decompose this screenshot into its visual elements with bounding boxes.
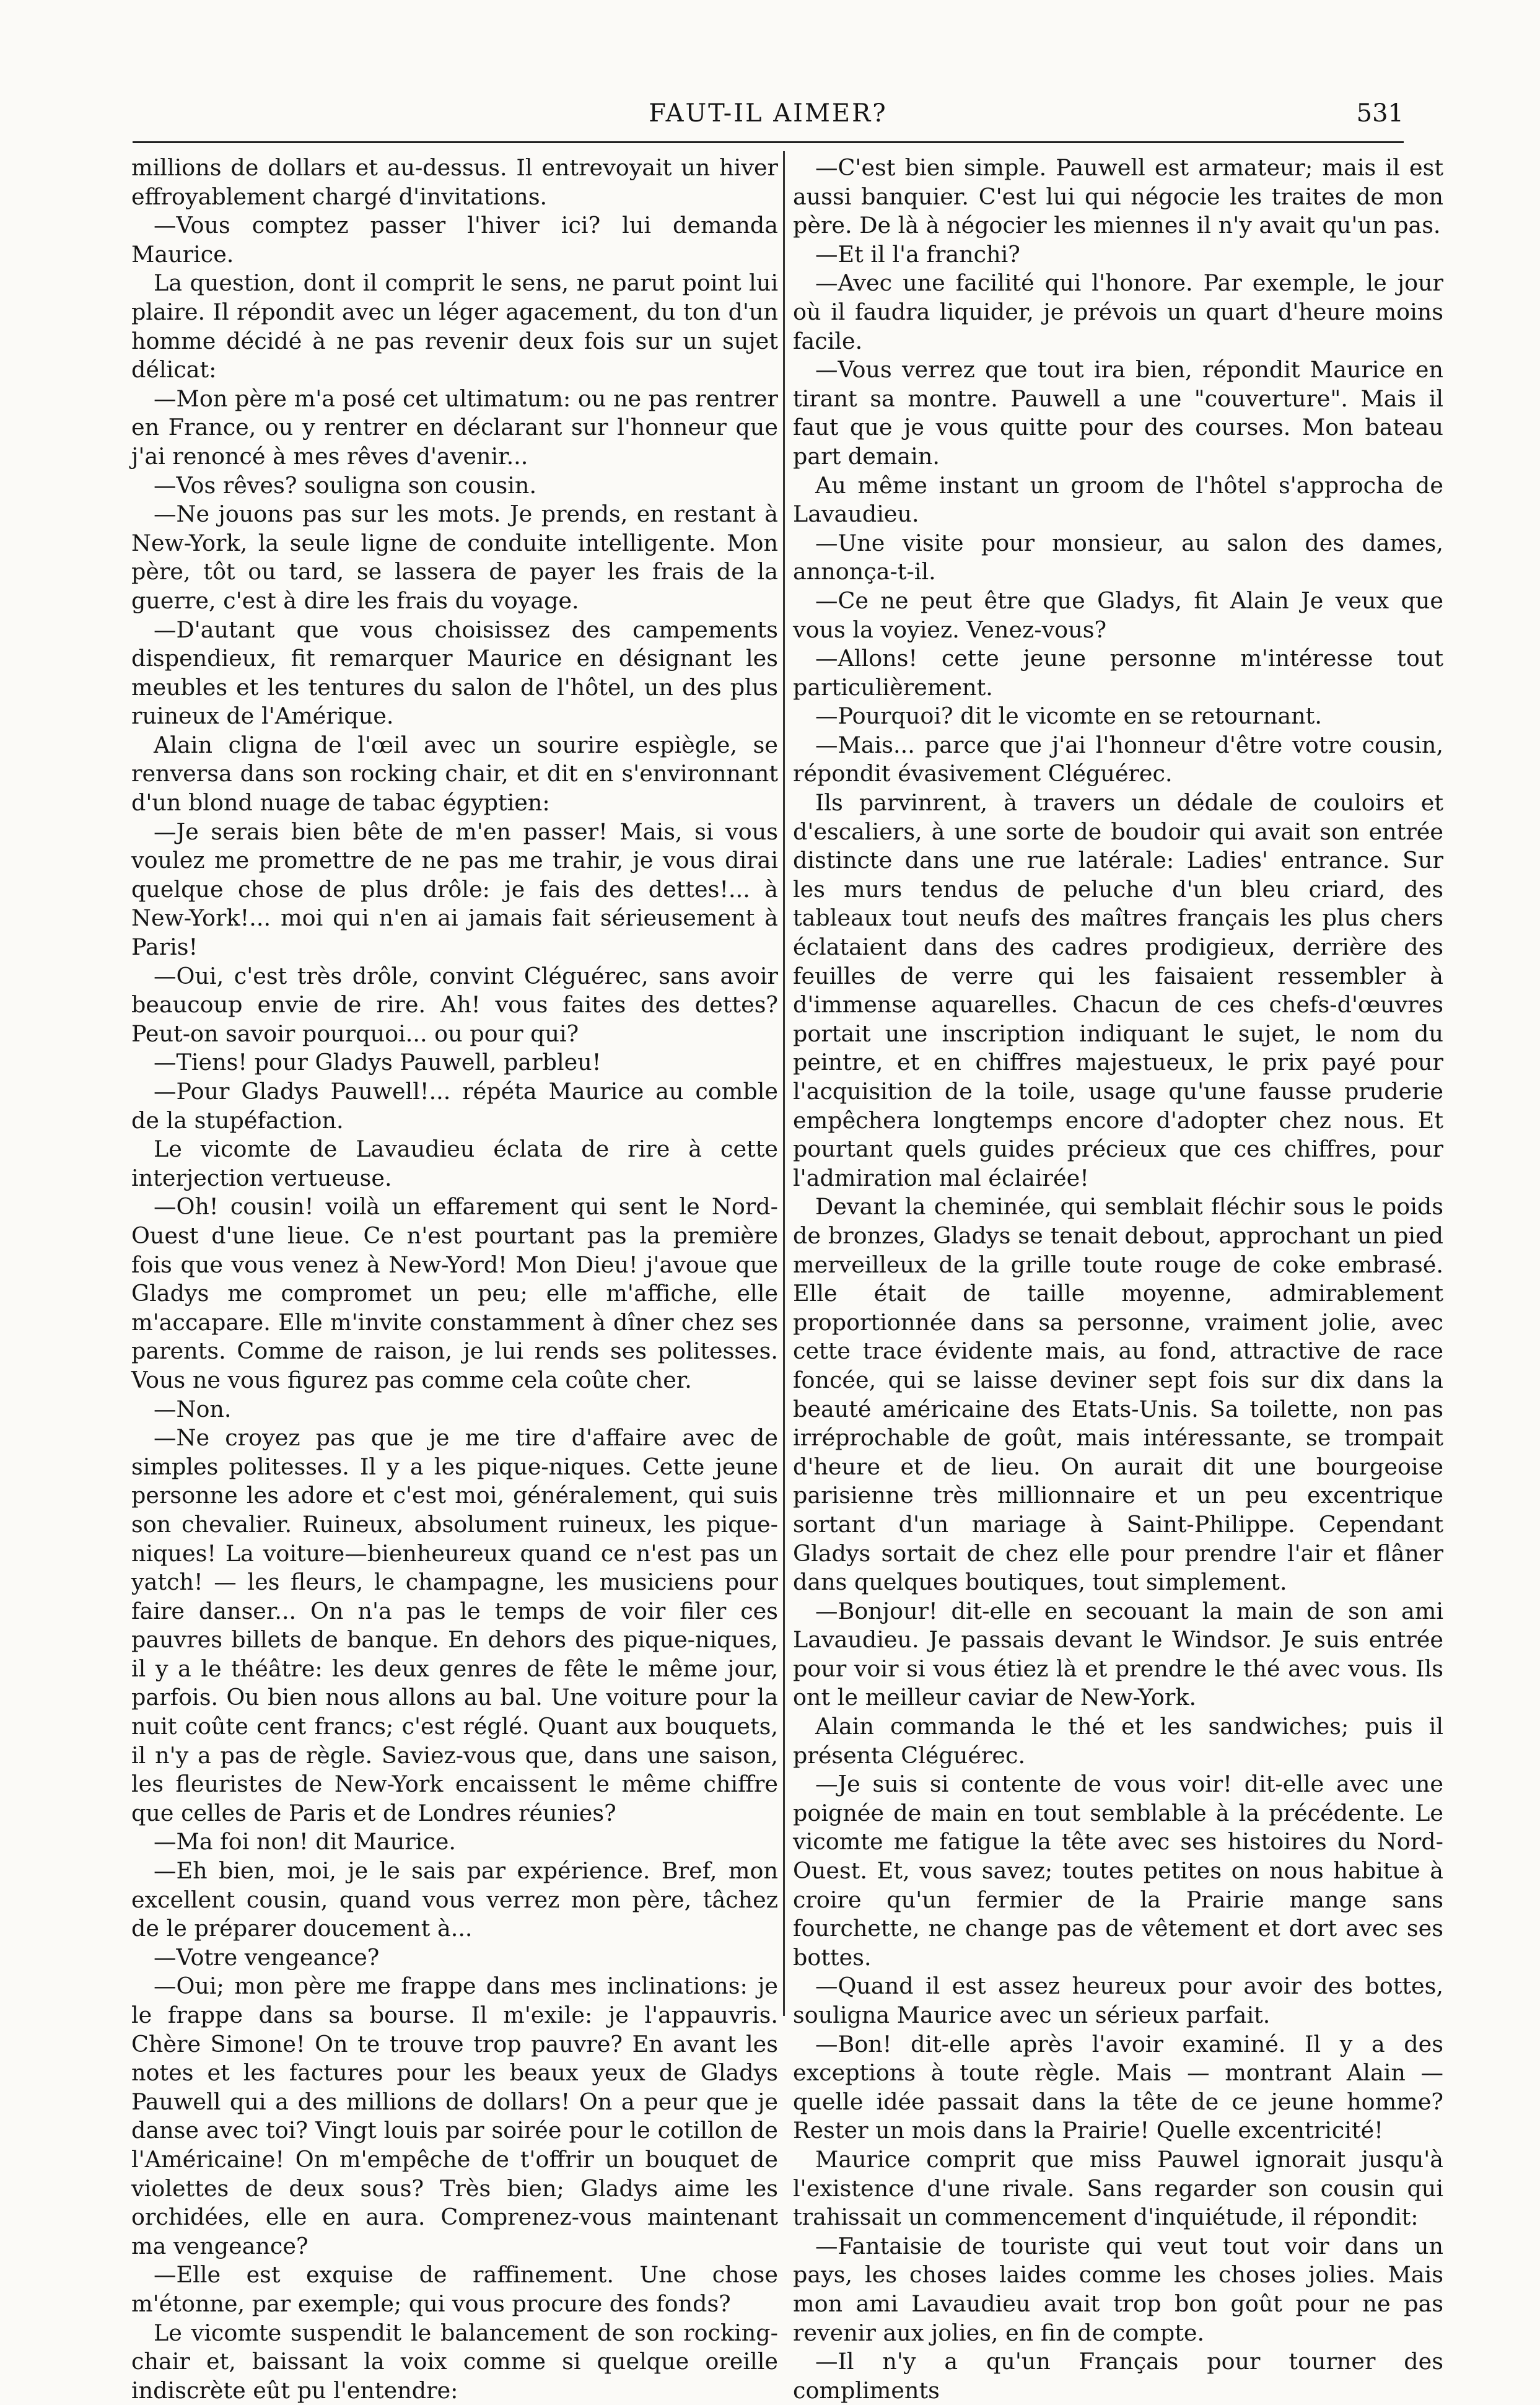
paragraph: —Oui; mon père me frappe dans mes inclinations: je le frappe dans sa bourse. Il m'exile: je l'appauvris. Chère Simone! On te trouve trop pauvre? En avant les notes et les factures pour les beaux yeux de Gladys Pauwell qui a des millions de dollars! On a peur que je danse avec toi? Vingt louis par soirée pour le cotillon de l'Américaine! On m'empêche de t'offrir un bouquet de violettes de deux sous? Très bien; Gladys aime les orchidées, elle en aura. Comprenez-vous maintenant ma vengeance? [131,1973,778,2259]
paragraph: —D'autant que vous choisissez des campements dispendieux, fit remarquer Maurice en désignant les meubles et les tentures du salon de l'hôtel, un des plus ruineux de l'Amérique. [131,616,778,730]
paragraph: —Bonjour! dit-elle en secouant la main de son ami Lavaudieu. Je passais devant le Windsor. Je suis entrée pour voir si vous étiez là et prendre le thé avec vous. Ils ont le meilleur caviar de New-York. [793,1597,1443,1711]
paragraph: —Fantaisie de touriste qui veut tout voir dans un pays, les choses laides comme les choses jolies. Mais mon ami Lavaudieu avait trop bon goût pour ne pas revenir aux jolies, en fin de compte. [793,2232,1443,2346]
paragraph: —Allons! cette jeune personne m'intéresse tout particulièrement. [793,645,1443,701]
paragraph: —Mon père m'a posé cet ultimatum: ou ne pas rentrer en France, ou y rentrer en déclarant sur l'honneur que j'ai renoncé à mes rêves d'avenir... [131,385,778,470]
paragraph: La question, dont il comprit le sens, ne parut point lui plaire. Il répondit avec un léger agacement, du ton d'un homme décidé à ne pas revenir deux fois sur un sujet délicat: [131,269,778,383]
paragraph: Le vicomte suspendit le balancement de son rocking-chair et, baissant la voix comme si quelque oreille indiscrète eût pu l'entendre: [131,2319,778,2404]
page-number: 531 [1356,99,1404,128]
paragraph: —Non. [154,1395,232,1422]
paragraph: —Quand il est assez heureux pour avoir des bottes, souligna Maurice avec un sérieux parfait. [793,1973,1443,2028]
paragraph: Au même instant un groom de l'hôtel s'approcha de Lavaudieu. [793,471,1443,528]
paragraph: millions de dollars et au-dessus. Il entrevoyait un hiver effroyablement chargé d'invitations. [131,154,778,210]
paragraph: Devant la cheminée, qui semblait fléchir sous le poids de bronzes, Gladys se tenait debout, approchant un pied merveilleux de la grille toute rouge de coke embrasé. Elle était de taille moyenne, admirablement proportionnée dans sa personne, vraiment jolie, avec cette trace évidente mais, au fond, attractive de race foncée, qui se laisse deviner sept fois sur dix dans la beauté américaine des Etats-Unis. Sa toilette, non pas irréprochable de goût, mais intéressante, se trompait d'heure et de lieu. On aurait dit une bourgeoise parisienne très millionnaire et un peu excentrique sortant d'un mariage à Saint-Philippe. Cependant Gladys sortait de chez elle pour prendre l'air et flâner dans quelques boutiques, tout simplement. [793,1193,1443,1596]
paragraph: —Ce ne peut être que Gladys, fit Alain Je veux que vous la voyiez. Venez-vous? [793,587,1443,643]
paragraph: Alain commanda le thé et les sandwiches; puis il présenta Cléguérec. [793,1713,1443,1769]
paragraph: —Eh bien, moi, je le sais par expérience. Bref, mon excellent cousin, quand vous verrez mon père, tâchez de le préparer doucement à... [131,1857,778,1942]
paragraph: —Ne jouons pas sur les mots. Je prends, en restant à New-York, la seule ligne de conduite intelligente. Mon père, tôt ou tard, se lassera de payer les frais de la guerre, c'est à dire les frais du voyage. [131,501,778,614]
header-rule [133,141,1404,143]
left-column [131,154,778,2404]
paragraph: Alain cligna de l'œil avec un sourire espiègle, se renversa dans son rocking chair, et dit en s'environnant d'un blond nuage de tabac égyptien: [131,731,778,817]
running-header [133,99,1404,136]
paragraph: —Une visite pour monsieur, au salon des dames, annonça-t-il. [793,529,1443,585]
paragraph: —Tiens! pour Gladys Pauwell, parbleu! [154,1049,602,1076]
paragraph: —Ma foi non! dit Maurice. [154,1828,456,1855]
paragraph: —Vous verrez que tout ira bien, répondit Maurice en tirant sa montre. Pauwell a une "couverture". Mais il faut que je vous quitte pour des courses. Mon bateau part demain. [793,356,1443,470]
paragraph: —Mais... parce que j'ai l'honneur d'être votre cousin, répondit évasivement Cléguérec. [793,731,1443,787]
paragraph: Maurice comprit que miss Pauwel ignorait jusqu'à l'existence d'une rivale. Sans regarder son cousin qui trahissait un commencement d'inquiétude, il répondit: [793,2145,1443,2231]
paragraph: —Pourquoi? dit le vicomte en se retournant. [815,703,1322,730]
paragraph: —Je serais bien bête de m'en passer! Mais, si vous voulez me promettre de ne pas me trahir, je vous dirai quelque chose de plus drôle: je fais des dettes!... à New-York!... moi qui n'en ai jamais fait sérieusement à Paris! [131,818,778,961]
paragraph: —Vous comptez passer l'hiver ici? lui demanda Maurice. [131,212,778,268]
paragraph: —Pour Gladys Pauwell!... répéta Maurice au comble de la stupéfaction. [131,1078,778,1134]
column-divider [783,151,785,2016]
paragraph: Le vicomte de Lavaudieu éclata de rire à cette interjection vertueuse. [131,1136,778,1191]
paragraph: —Oui, c'est très drôle, convint Cléguérec, sans avoir beaucoup envie de rire. Ah! vous faites des dettes? Peut-on savoir pourquoi... ou pour qui? [131,962,778,1047]
paragraph: —Oh! cousin! voilà un effarement qui sent le Nord-Ouest d'une lieue. Ce n'est pourtant pas la première fois que vous venez à New-Yord! Mon Dieu! j'avoue que Gladys me compromet un peu; elle m'affiche, elle m'accapare. Elle m'invite constamment à dîner chez ses parents. Comme de raison, je lui rends ses politesses. Vous ne vous figurez pas comme cela coûte cher. [131,1193,778,1393]
paragraph: —Il n'y a qu'un Français pour tourner des compliments [793,2348,1443,2404]
paragraph: —Elle est exquise de raffinement. Une chose m'étonne, par exemple; qui vous procure des fonds? [131,2261,778,2317]
paragraph: —Je suis si contente de vous voir! dit-elle avec une poignée de main en tout semblable à la précédente. Le vicomte me fatigue la tête avec ses histoires du Nord-Ouest. Et, vous savez; toutes petites on nous habitue à croire qu'un fermier de la Prairie mange sans fourchette, ne change pas de vêtement et dort avec ses bottes. [793,1771,1443,1971]
right-column [793,154,1443,2404]
paragraph: —C'est bien simple. Pauwell est armateur; mais il est aussi banquier. C'est lui qui négocie les traites de mon père. De là à négocier les miennes il n'y avait qu'un pas. [793,154,1443,239]
paragraph: —Vos rêves? souligna son cousin. [154,471,537,499]
paragraph: Ils parvinrent, à travers un dédale de couloirs et d'escaliers, à une sorte de boudoir qui avait son entrée distincte dans une rue latérale: Ladies' entrance. Sur les murs tendus de peluche d'un bleu criard, des tableaux tout neufs des maîtres français les plus chers éclataient dans des cadres prodigieux, derrière des feuilles de verre qui les faisaient ressembler à d'immense aquarelles. Chacun de ces chefs-d'œuvres portait une inscription indiquant le sujet, le nom du peintre, et en chiffres majestueux, le prix payé pour l'acquisition de la toile, usage qu'une fausse pruderie empêchera longtemps encore d'adopter chez nous. Et pourtant quels guides précieux que ces chiffres, pour l'admiration mal éclairée! [793,789,1443,1191]
paragraph: —Ne croyez pas que je me tire d'affaire avec de simples politesses. Il y a les pique-niques. Cette jeune personne les adore et c'est moi, généralement, qui suis son chevalier. Ruineux, absolument ruineux, les pique-niques! La voiture—bienheureux quand ce n'est pas un yatch! — les fleurs, le champagne, les musiciens pour faire danser... On n'a pas le temps de voir filer ces pauvres billets de banque. En dehors des pique-niques, il y a le théâtre: les deux genres de fête le même jour, parfois. Ou bien nous allons au bal. Une voiture pour la nuit coûte cent francs; c'est réglé. Quant aux bouquets, il n'y a pas de règle. Saviez-vous que, dans une saison, les fleuristes de New-York encaissent le même chiffre que celles de Paris et de Londres réunies? [131,1424,778,1826]
paragraph: —Bon! dit-elle après l'avoir examiné. Il y a des exceptions à toute règle. Mais — montrant Alain — quelle idée passait dans la tête de ce jeune homme? Rester un mois dans la Prairie! Quelle excentricité! [793,2030,1443,2144]
paragraph: —Et il l'a franchi? [815,240,1020,268]
paragraph: —Votre vengeance? [154,1943,380,1971]
paragraph: —Avec une facilité qui l'honore. Par exemple, le jour où il faudra liquider, je prévois un quart d'heure moins facile. [793,269,1443,354]
running-title: FAUT-IL AIMER? [649,99,888,128]
